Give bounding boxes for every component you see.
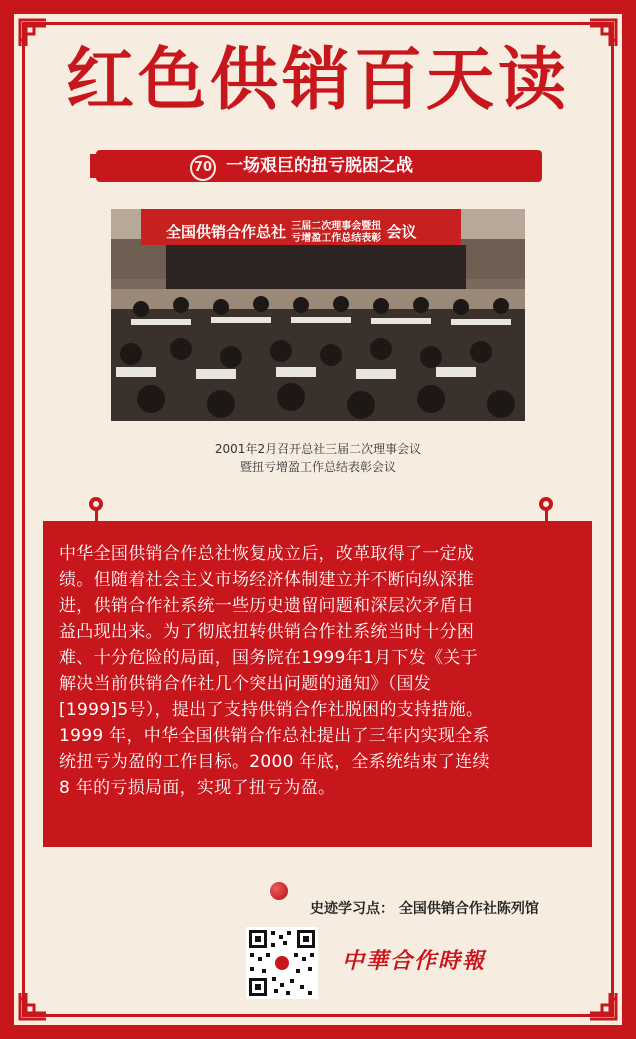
banner-lines xyxy=(291,221,381,245)
subtitle-banner xyxy=(96,150,542,182)
body-line: 中华全国供销合作总社恢复成立后，改革取得了一定成 xyxy=(59,544,475,564)
body-line: 难、十分危险的局面，国务院在1999年1月下发《关于 xyxy=(59,648,478,668)
page-title: 红色供销百天读 xyxy=(65,40,570,120)
corner-ornament-icon xyxy=(588,991,618,1021)
qr-code-icon[interactable] xyxy=(246,927,318,999)
body-line: [1999]5号），提出了支持供销合作社脱困的支持措施。 xyxy=(59,700,484,720)
article-box xyxy=(43,521,592,847)
banner-main: 全国供销合作总社 xyxy=(166,223,287,241)
episode-number: 70 xyxy=(190,155,216,181)
banner-line-1: 三届二次理事会暨扭 xyxy=(291,220,382,232)
body-line: 统扭亏为盈的工作目标。2000 年底，全系统结束了连续 xyxy=(59,752,490,772)
location-dot-icon xyxy=(270,882,288,900)
body-line: 解决当前供销合作社几个突出问题的通知》（国发 xyxy=(59,674,432,694)
body-line: 绩。但随着社会主义市场经济体制建立并不断向纵深推 xyxy=(59,570,475,590)
article-body xyxy=(59,541,578,801)
body-line: 进，供销合作社系统一些历史遗留问题和深层次矛盾日 xyxy=(59,596,475,616)
photo-banner xyxy=(166,217,456,247)
caption-line-2: 暨扭亏增盈工作总结表彰会议 xyxy=(239,460,396,474)
photo-caption xyxy=(0,440,636,476)
subtitle-text: 一场艰巨的扭亏脱困之战 xyxy=(226,156,413,176)
body-line: 8 年的亏损局面，实现了扭亏为盈。 xyxy=(59,778,336,798)
newspaper-logo: 中華合作時報 xyxy=(342,948,487,974)
corner-ornament-icon xyxy=(18,991,48,1021)
body-line: 益凸现出来。为了彻底扭转供销合作社系统当时十分困 xyxy=(59,622,475,642)
body-line: 1999 年，中华全国供销合作总社提出了三年内实现全系 xyxy=(59,726,490,746)
banner-end: 会议 xyxy=(386,223,417,241)
banner-line-2: 亏增盈工作总结表彰 xyxy=(291,232,382,244)
study-location: 史迹学习点： 全国供销合作社陈列馆 xyxy=(310,901,539,917)
caption-line-1: 2001年2月召开总社三届二次理事会议 xyxy=(214,442,422,456)
